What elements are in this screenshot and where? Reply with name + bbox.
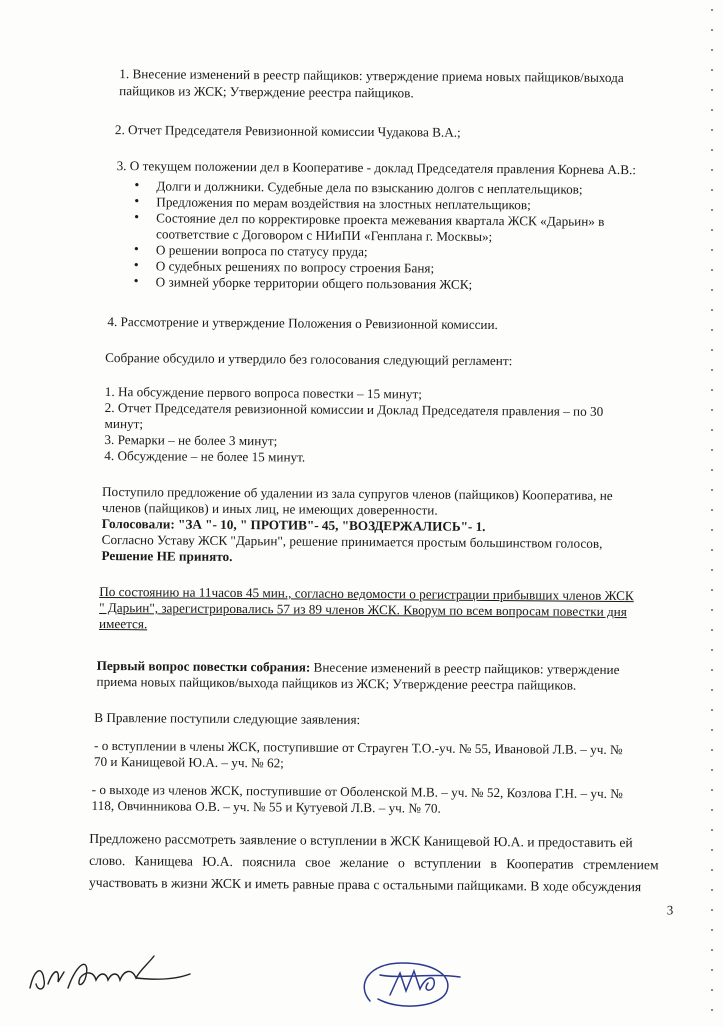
proposal-line-1: Поступило предложение об удалении из зала супругов членов (пайщиков) Кооператива, не xyxy=(102,483,613,503)
bullet-item: • О зимней уборке территории общего пользования ЖСК; xyxy=(128,274,604,294)
proposed-line-1: Предложено рассмотреть заявление о вступлении в ЖСК Канищевой Ю.А. и предоставить ей xyxy=(89,830,633,851)
agenda-item-2: 2. Отчет Председателя Ревизионной комиссии Чудакова В.А.; xyxy=(114,122,461,140)
scan-edge-dots xyxy=(709,0,715,1024)
regulation-intro: Собрание обсудило и утвердило без голосования следующий регламент: xyxy=(105,349,513,369)
quorum-line-1: По состоянию на 11часов 45 мин., согласно ведомости о регистрации прибывших членов ЖСК xyxy=(99,583,634,604)
bullet-item: • Долги и должники. Судебные дела по взысканию долгов с неплательщиков; xyxy=(128,178,604,198)
signature-left xyxy=(24,950,194,1000)
decision: Решение НЕ принято. xyxy=(101,547,233,564)
bullet-item: • О судебных решениях по вопросу строения Баня; xyxy=(128,258,604,278)
regulation-1: 1. На обсуждение первого вопроса повестки – 15 минут; xyxy=(104,383,422,402)
first-question-label: Первый вопрос повестки собрания: xyxy=(96,657,311,675)
bullet-item: • Состояние дел по корректировке проекта межевания квартала ЖСК «Дарьин» в xyxy=(128,210,604,230)
bullet-item: • Предложения по мерам воздействия на злостных неплательщиков; xyxy=(128,194,604,214)
proposal-line-2: членов (пайщиков) и иных лиц, не имеющих доверенности. xyxy=(101,499,438,518)
bullet-item-continuation: соответствие с Договором с НИиПИ «Генплана г. Москвы»; xyxy=(156,226,493,245)
regulation-3: 3. Ремарки – не более 3 минут; xyxy=(104,431,278,449)
agenda-item-1-line-1: 1. Внесение изменений в реестр пайщиков: утверждение приема новых пайщиков/выхода xyxy=(119,66,624,86)
applications-received: В Правление поступили следующие заявления: xyxy=(94,709,361,728)
page-number: 3 xyxy=(666,902,674,918)
bullet-item: • О решении вопроса по статусу пруда; xyxy=(128,242,604,262)
exit-applications-line-1: - о выходе из членов ЖСК, поступившие от Оболенской М.В. – уч. № 52, Козлова Г.Н. – уч. № xyxy=(91,781,623,802)
join-applications-line-2: 70 и Канищевой Ю.А. – уч. № 62; xyxy=(93,753,284,771)
proposed-line-3: участвовать в жизни ЖСК и иметь равные права с остальными пайщиками. В ходе обсуждения xyxy=(88,874,642,895)
proposed-line-2: слово. Канищева Ю.А. пояснила свое желание о вступлении в Кооператив стремлением xyxy=(89,852,659,873)
agenda-item-1-line-2: пайщиков из ЖСК; Утверждение реестра пайщиков. xyxy=(119,83,414,101)
agenda-item-3-bullets xyxy=(128,178,605,294)
regulation-2-line-2: минут; xyxy=(104,415,144,432)
agenda-item-4: 4. Рассмотрение и утверждение Положения о Ревизионной комиссии. xyxy=(107,314,498,333)
exit-applications-line-2: 118, Овчинникова О.В. – уч. № 55 и Кутуевой Л.В. – уч. № 70. xyxy=(91,797,441,816)
first-question-line-2: приема новых пайщиков/выхода пайщиков из ЖСК; Утверждение реестра пайщиков. xyxy=(96,673,577,693)
regulation-2-line-1: 2. Отчет Председателя ревизионной комиссии и Доклад Председателя правления – по 30 xyxy=(104,399,604,419)
agenda-item-3: 3. О текущем положении дел в Кооперативе - доклад Председателя правления Корнева А.В.: xyxy=(116,158,637,178)
signature-right xyxy=(350,955,470,1015)
first-question-text: Внесение изменений в реестр пайщиков: утверждение xyxy=(310,659,620,678)
join-applications-line-1: - о вступлении в члены ЖСК, поступившие от Страуген Т.О.-уч. № 55, Ивановой Л.В. – уч. № xyxy=(94,737,623,758)
quorum-line-3: имеется. xyxy=(98,615,148,632)
regulation-4: 4. Обсуждение – не более 15 минут. xyxy=(104,447,306,465)
quorum-line-2: " Дарьин", зарегистрировались 57 из 89 членов ЖСК. Кворум по всем вопросам повестки дня xyxy=(99,599,627,620)
vote-result: Голосовали: "ЗА "- 10, " ПРОТИВ"- 45, "ВОЗДЕРЖАЛИСЬ"- 1. xyxy=(101,515,486,534)
charter-note: Согласно Уставу ЖСК "Дарьин", решение принимается простым большинством голосов, xyxy=(101,531,603,551)
